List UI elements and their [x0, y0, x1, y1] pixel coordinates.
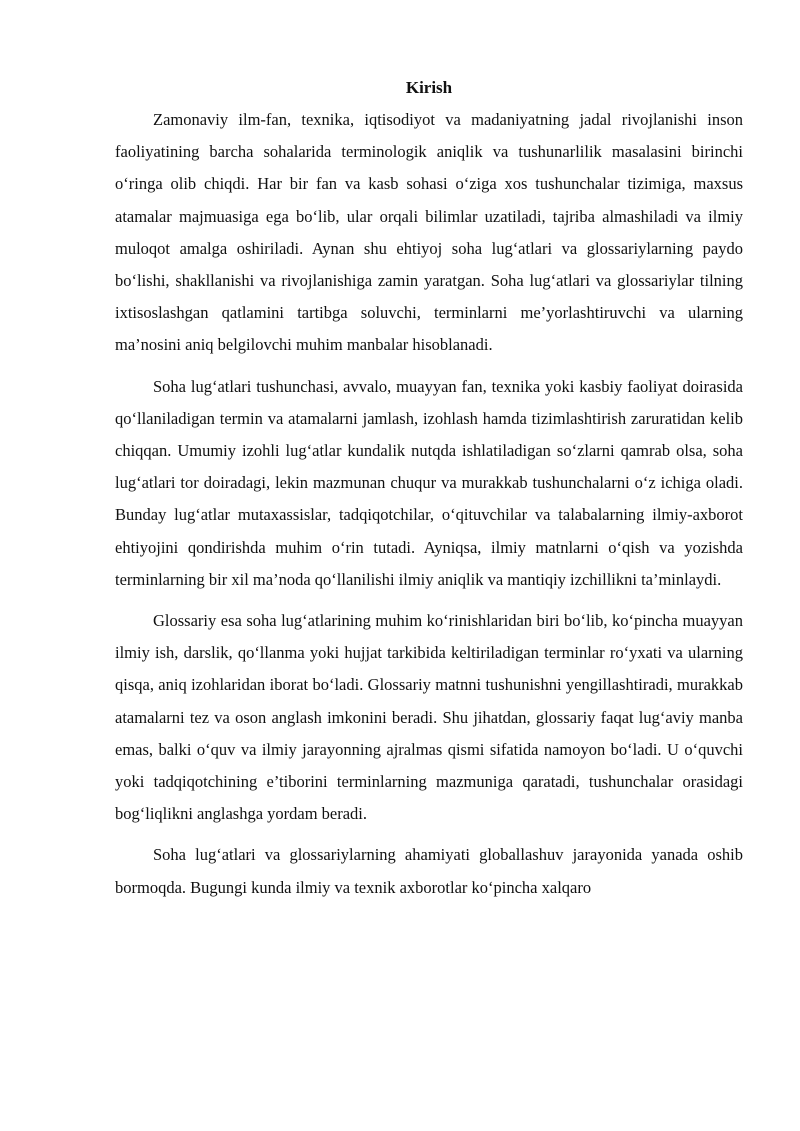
paragraph-4: Soha lug‘atlari va glossariylarning ahamiyati globallashuv jarayonida yanada oshib bormoqda. Bugungi kunda ilmiy va texnik axborotlar ko‘pincha xalqaro [115, 845, 743, 897]
document-page [115, 75, 743, 903]
paragraph-2: Soha lug‘atlari tushunchasi, avvalo, muayyan fan, texnika yoki kasbiy faoliyat doirasida qo‘llaniladigan termin va atamalarni jamlash, izohlash hamda tizimlashtirish zaruratidan kelib chiqqan. Umumiy izohli lug‘atlar kundalik nutqda ishlatiladigan so‘zlarni qamrab olsa, soha lug‘atlari tor doiradagi, lekin mazmunan chuqur va murakkab tushunchalarni o‘z ichiga oladi. Bunday lug‘atlar mutaxassislar, tadqiqotchilar, o‘qituvchilar va talabalarning ilmiy-axborot ehtiyojini qondirishda muhim o‘rin tutadi. Ayniqsa, ilmiy matnlarni o‘qish va yozishda terminlarning bir xil ma’noda qo‘llanilishi ilmiy aniqlik va mantiqiy izchillikni ta’minlaydi. [115, 376, 743, 589]
paragraph-3: Glossariy esa soha lug‘atlarining muhim ko‘rinishlaridan biri bo‘lib, ko‘pincha muayyan ilmiy ish, darslik, qo‘llanma yoki hujjat tarkibida keltiriladigan terminlar ro‘yxati va ularning qisqa, aniq izohlaridan iborat bo‘ladi. Glossariy matnni tushunishni yengillashtiradi, murakkab atamalarni tez va oson anglash imkonini beradi. Shu jihatdan, glossariy faqat lug‘aviy manba emas, balki o‘quv va ilmiy jarayonning ajralmas qismi sifatida namoyon bo‘ladi. U o‘quvchi yoki tadqiqotchining e’tiborini terminlarning mazmuniga qaratadi, tushunchalar orasidagi bog‘liqlikni anglashga yordam beradi. [115, 611, 743, 824]
paragraph-1: Zamonaviy ilm-fan, texnika, iqtisodiyot va madaniyatning jadal rivojlanishi inson faoliyatining barcha sohalarida terminologik aniqlik va tushunarlilik masalasini birinchi o‘ringa olib chiqdi. Har bir fan va kasb sohasi o‘ziga xos tushunchalar tizimiga, maxsus atamalar majmuasiga ega bo‘lib, ular orqali bilimlar uzatiladi, tajriba almashiladi va ilmiy muloqot amalga oshiriladi. Aynan shu ehtiyoj soha lug‘atlari va glossariylarning paydo bo‘lishi, shakllanishi va rivojlanishiga zamin yaratgan. Soha lug‘atlari va glossariylar tilning ixtisoslashgan qatlamini tartibga soluvchi, terminlarni me’yorlashtiruvchi va ularning ma’nosini aniq belgilovchi muhim manbalar hisoblanadi. [115, 110, 743, 355]
section-title: Kirish [405, 78, 453, 97]
